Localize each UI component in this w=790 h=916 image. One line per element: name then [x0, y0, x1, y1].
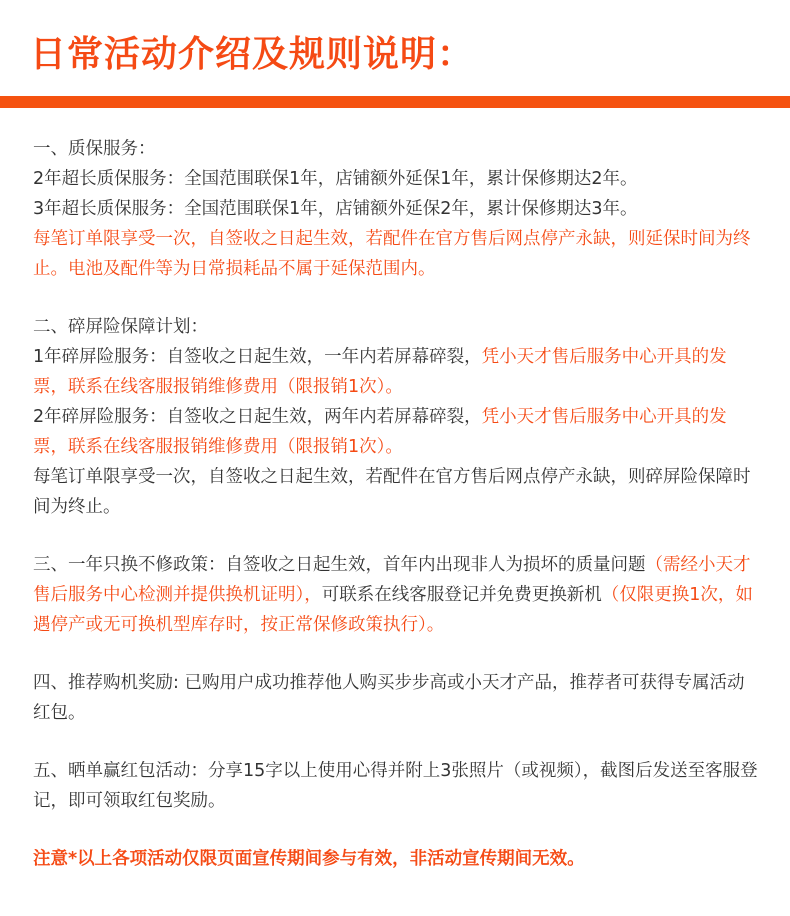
rule-text-highlight: 凭小天才售后服务中心开具的发票，联系在线客服报销维修费用（限报销1次）。	[33, 347, 727, 397]
rule-line: 3年超长质保服务：全国范围联保1年，店铺额外延保2年，累计保修期达3年。	[33, 199, 638, 219]
rule-line: 五、晒单赢红包活动：分享15字以上使用心得并附上3张照片（或视频），截图后发送至客服登记，即可领取红包奖励。	[33, 761, 758, 811]
rule-note: 每笔订单限享受一次，自签收之日起生效，若配件在官方售后网点停产永缺，则碎屏险保障时间为终止。	[33, 467, 751, 517]
rule-text-highlight: 凭小天才售后服务中心开具的发票，联系在线客服报销维修费用（限报销1次）。	[33, 407, 727, 457]
rule-text: 可联系在线客服登记并免费更换新机	[321, 585, 602, 605]
section-spacer	[33, 640, 761, 668]
footer-notice: 注意*以上各项活动仅限页面宣传期间参与有效，非活动宣传期间无效。	[33, 849, 585, 869]
rule-line	[33, 402, 761, 462]
rule-line: 2年超长质保服务：全国范围联保1年，店铺额外延保1年，累计保修期达2年。	[33, 169, 638, 189]
section-screen-insurance	[33, 312, 761, 522]
rule-text: 三、一年只换不修政策：自签收之日起生效，首年内出现非人为损坏的质量问题	[33, 555, 646, 575]
section-share-reward	[33, 756, 761, 816]
title-divider-bar	[0, 96, 790, 108]
rule-text: 1年碎屏险服务：自签收之日起生效，一年内若屏幕碎裂，	[33, 347, 482, 367]
section-heading: 一、质保服务：	[33, 139, 156, 159]
rule-text-highlight: （仅限更换1次，如遇停产或无可换机型库存时，按正常保修政策执行）。	[33, 585, 753, 635]
rule-line: 四、推荐购机奖励: 已购用户成功推荐他人购买步步高或小天才产品，推荐者可获得专属活动红包。	[33, 673, 745, 723]
rule-note-highlight: 每笔订单限享受一次，自签收之日起生效，若配件在官方售后网点停产永缺，则延保时间为终止。电池及配件等为日常损耗品不属于延保范围内。	[33, 229, 751, 279]
rule-line	[33, 550, 761, 640]
section-spacer	[33, 728, 761, 756]
section-spacer	[33, 816, 761, 844]
section-referral-reward	[33, 668, 761, 728]
page-title: 日常活动介绍及规则说明：	[30, 34, 475, 75]
section-replace-policy	[33, 550, 761, 640]
rules-content	[33, 134, 761, 874]
section-warranty	[33, 134, 761, 284]
page-header	[0, 0, 790, 110]
section-heading: 二、碎屏险保障计划：	[33, 317, 208, 337]
rule-text-highlight: （需经小天才售后服务中心检测并提供换机证明），	[33, 555, 751, 605]
rule-text: 2年碎屏险服务：自签收之日起生效，两年内若屏幕碎裂，	[33, 407, 482, 427]
section-spacer	[33, 284, 761, 312]
section-spacer	[33, 522, 761, 550]
rule-line	[33, 342, 761, 402]
